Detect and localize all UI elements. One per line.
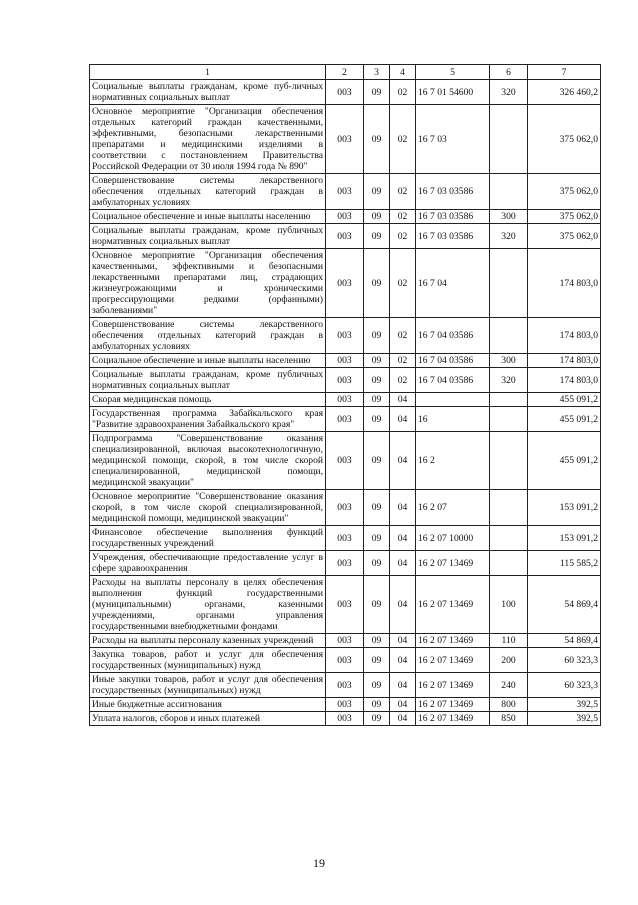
row-section: 09 bbox=[364, 551, 390, 576]
row-subsection: 02 bbox=[390, 80, 416, 105]
table-row bbox=[90, 712, 601, 726]
row-name: Государственная программа Забайкальского края "Развитие здравоохранения Забайкальского края" bbox=[90, 407, 326, 432]
row-subsection: 04 bbox=[390, 393, 416, 407]
row-section: 09 bbox=[364, 318, 390, 354]
row-amount: 153 091,2 bbox=[528, 526, 601, 551]
row-amount: 455 091,2 bbox=[528, 407, 601, 432]
row-adm-code: 003 bbox=[326, 174, 364, 210]
row-adm-code: 003 bbox=[326, 368, 364, 393]
table-row bbox=[90, 526, 601, 551]
row-adm-code: 003 bbox=[326, 210, 364, 224]
row-subsection: 02 bbox=[390, 210, 416, 224]
table-row bbox=[90, 368, 601, 393]
row-expense-type bbox=[490, 551, 528, 576]
table-row bbox=[90, 210, 601, 224]
row-amount: 174 803,0 bbox=[528, 249, 601, 318]
row-adm-code: 003 bbox=[326, 634, 364, 648]
row-name: Расходы на выплаты персоналу в целях обеспечения выполнения функций государственными (муниципальными) органами, казенными учреждениями, органами управления государственными внебюджетными фондами bbox=[90, 576, 326, 634]
row-section: 09 bbox=[364, 490, 390, 526]
table-row bbox=[90, 634, 601, 648]
row-subsection: 02 bbox=[390, 105, 416, 174]
row-section: 09 bbox=[364, 224, 390, 249]
row-expense-type: 100 bbox=[490, 576, 528, 634]
row-subsection: 02 bbox=[390, 249, 416, 318]
row-adm-code: 003 bbox=[326, 698, 364, 712]
row-subsection: 04 bbox=[390, 673, 416, 698]
row-name: Основное мероприятие "Организация обеспечения качественными, эффективными и безопасными лекарственными препаратами лиц, страдающих жизнеугрожающими и хроническими прогрессирующими редкими (орфанными) заболеваниями" bbox=[90, 249, 326, 318]
row-amount: 375 062,0 bbox=[528, 224, 601, 249]
row-name: Учреждения, обеспечивающие предоставление услуг в сфере здравоохранения bbox=[90, 551, 326, 576]
row-subsection: 02 bbox=[390, 368, 416, 393]
header-col-2: 2 bbox=[326, 65, 364, 80]
row-name: Социальные выплаты гражданам, кроме публичных нормативных социальных выплат bbox=[90, 368, 326, 393]
row-subsection: 04 bbox=[390, 576, 416, 634]
row-expense-type bbox=[490, 526, 528, 551]
row-subsection: 04 bbox=[390, 648, 416, 673]
row-target-item: 16 bbox=[416, 407, 490, 432]
row-name: Социальные выплаты гражданам, кроме пуб-личных нормативных социальных выплат bbox=[90, 80, 326, 105]
row-section: 09 bbox=[364, 576, 390, 634]
row-target-item: 16 2 07 13469 bbox=[416, 634, 490, 648]
table-row bbox=[90, 648, 601, 673]
row-expense-type: 200 bbox=[490, 648, 528, 673]
table-row bbox=[90, 174, 601, 210]
row-subsection: 02 bbox=[390, 174, 416, 210]
row-amount: 375 062,0 bbox=[528, 210, 601, 224]
row-adm-code: 003 bbox=[326, 712, 364, 726]
row-name: Основное мероприятие "Организация обеспечения отдельных категорий граждан качественными, эффективными, безопасными лекарственными препаратами и медицинскими изделиями в соответствии с постановлением Правительства Российской Федерации от 30 июля 1994 года № 890" bbox=[90, 105, 326, 174]
row-section: 09 bbox=[364, 648, 390, 673]
table-row bbox=[90, 673, 601, 698]
row-target-item bbox=[416, 393, 490, 407]
row-name: Совершенствование системы лекарственного обеспечения отдельных категорий граждан в амбулаторных условиях bbox=[90, 174, 326, 210]
row-target-item: 16 2 07 13469 bbox=[416, 698, 490, 712]
row-section: 09 bbox=[364, 174, 390, 210]
row-expense-type bbox=[490, 249, 528, 318]
row-expense-type: 240 bbox=[490, 673, 528, 698]
row-name: Подпрограмма "Совершенствование оказания специализированной, включая высокотехнологичную, медицинской помощи, скорой, в том числе скорой специализированной, медицинской помощи, медицинской эвакуации" bbox=[90, 432, 326, 490]
row-amount: 392,5 bbox=[528, 712, 601, 726]
table-row bbox=[90, 318, 601, 354]
row-subsection: 04 bbox=[390, 634, 416, 648]
row-expense-type: 110 bbox=[490, 634, 528, 648]
row-target-item: 16 2 07 10000 bbox=[416, 526, 490, 551]
row-name: Уплата налогов, сборов и иных платежей bbox=[90, 712, 326, 726]
row-target-item: 16 7 03 03586 bbox=[416, 174, 490, 210]
row-name: Основное мероприятие "Совершенствование оказания скорой, в том числе скорой специализированной, медицинской помощи, медицинской эвакуации" bbox=[90, 490, 326, 526]
row-section: 09 bbox=[364, 354, 390, 368]
row-amount: 326 460,2 bbox=[528, 80, 601, 105]
table-row bbox=[90, 354, 601, 368]
row-section: 09 bbox=[364, 249, 390, 318]
table-row bbox=[90, 407, 601, 432]
row-adm-code: 003 bbox=[326, 648, 364, 673]
header-col-7: 7 bbox=[528, 65, 601, 80]
table-row bbox=[90, 698, 601, 712]
table-row bbox=[90, 249, 601, 318]
row-adm-code: 003 bbox=[326, 354, 364, 368]
header-col-1: 1 bbox=[90, 65, 326, 80]
table-row bbox=[90, 551, 601, 576]
row-section: 09 bbox=[364, 80, 390, 105]
row-section: 09 bbox=[364, 698, 390, 712]
row-expense-type bbox=[490, 393, 528, 407]
row-section: 09 bbox=[364, 432, 390, 490]
row-subsection: 02 bbox=[390, 224, 416, 249]
row-target-item: 16 7 04 03586 bbox=[416, 368, 490, 393]
row-amount: 60 323,3 bbox=[528, 648, 601, 673]
page-number: 19 bbox=[313, 856, 325, 870]
row-adm-code: 003 bbox=[326, 80, 364, 105]
row-amount: 174 803,0 bbox=[528, 354, 601, 368]
row-subsection: 04 bbox=[390, 407, 416, 432]
row-expense-type: 320 bbox=[490, 368, 528, 393]
table-body bbox=[90, 80, 601, 726]
row-target-item: 16 7 03 03586 bbox=[416, 210, 490, 224]
row-amount: 54 869,4 bbox=[528, 576, 601, 634]
row-amount: 54 869,4 bbox=[528, 634, 601, 648]
table-row bbox=[90, 432, 601, 490]
row-section: 09 bbox=[364, 407, 390, 432]
row-expense-type: 320 bbox=[490, 224, 528, 249]
budget-table bbox=[89, 64, 601, 726]
row-section: 09 bbox=[364, 105, 390, 174]
row-amount: 60 323,3 bbox=[528, 673, 601, 698]
row-name: Скорая медицинская помощь bbox=[90, 393, 326, 407]
row-section: 09 bbox=[364, 634, 390, 648]
row-amount: 455 091,2 bbox=[528, 393, 601, 407]
row-amount: 174 803,0 bbox=[528, 318, 601, 354]
table-row bbox=[90, 490, 601, 526]
row-expense-type: 300 bbox=[490, 210, 528, 224]
row-section: 09 bbox=[364, 712, 390, 726]
row-adm-code: 003 bbox=[326, 432, 364, 490]
row-subsection: 02 bbox=[390, 354, 416, 368]
row-adm-code: 003 bbox=[326, 407, 364, 432]
row-name: Совершенствование системы лекарственного обеспечения отдельных категорий граждан в амбулаторных условиях bbox=[90, 318, 326, 354]
row-adm-code: 003 bbox=[326, 105, 364, 174]
row-expense-type bbox=[490, 105, 528, 174]
row-subsection: 02 bbox=[390, 318, 416, 354]
row-amount: 392,5 bbox=[528, 698, 601, 712]
row-adm-code: 003 bbox=[326, 224, 364, 249]
row-target-item: 16 7 04 bbox=[416, 249, 490, 318]
row-target-item: 16 2 07 13469 bbox=[416, 712, 490, 726]
table-row bbox=[90, 224, 601, 249]
row-amount: 455 091,2 bbox=[528, 432, 601, 490]
row-amount: 153 091,2 bbox=[528, 490, 601, 526]
row-target-item: 16 2 07 13469 bbox=[416, 576, 490, 634]
table-row bbox=[90, 80, 601, 105]
row-subsection: 04 bbox=[390, 712, 416, 726]
row-amount: 375 062,0 bbox=[528, 174, 601, 210]
row-section: 09 bbox=[364, 368, 390, 393]
row-target-item: 16 7 03 bbox=[416, 105, 490, 174]
row-target-item: 16 2 07 13469 bbox=[416, 648, 490, 673]
row-name: Иные бюджетные ассигнования bbox=[90, 698, 326, 712]
row-expense-type: 320 bbox=[490, 80, 528, 105]
row-expense-type: 300 bbox=[490, 354, 528, 368]
row-section: 09 bbox=[364, 526, 390, 551]
row-target-item: 16 7 01 54600 bbox=[416, 80, 490, 105]
row-expense-type bbox=[490, 174, 528, 210]
row-adm-code: 003 bbox=[326, 249, 364, 318]
row-target-item: 16 2 07 13469 bbox=[416, 551, 490, 576]
row-adm-code: 003 bbox=[326, 551, 364, 576]
table-row bbox=[90, 393, 601, 407]
row-amount: 375 062,0 bbox=[528, 105, 601, 174]
row-name: Закупка товаров, работ и услуг для обеспечения государственных (муниципальных) нужд bbox=[90, 648, 326, 673]
row-subsection: 04 bbox=[390, 551, 416, 576]
row-expense-type bbox=[490, 407, 528, 432]
row-adm-code: 003 bbox=[326, 673, 364, 698]
header-col-6: 6 bbox=[490, 65, 528, 80]
table-header-row bbox=[90, 65, 601, 80]
row-adm-code: 003 bbox=[326, 393, 364, 407]
row-subsection: 04 bbox=[390, 490, 416, 526]
header-col-4: 4 bbox=[390, 65, 416, 80]
row-target-item: 16 2 07 bbox=[416, 490, 490, 526]
row-name: Социальное обеспечение и иные выплаты населению bbox=[90, 210, 326, 224]
row-name: Социальное обеспечение и иные выплаты населению bbox=[90, 354, 326, 368]
row-name: Расходы на выплаты персоналу казенных учреждений bbox=[90, 634, 326, 648]
row-adm-code: 003 bbox=[326, 490, 364, 526]
row-expense-type: 800 bbox=[490, 698, 528, 712]
row-expense-type bbox=[490, 432, 528, 490]
row-section: 09 bbox=[364, 210, 390, 224]
row-target-item: 16 7 04 03586 bbox=[416, 318, 490, 354]
header-col-5: 5 bbox=[416, 65, 490, 80]
row-target-item: 16 2 07 13469 bbox=[416, 673, 490, 698]
row-target-item: 16 2 bbox=[416, 432, 490, 490]
row-amount: 174 803,0 bbox=[528, 368, 601, 393]
row-section: 09 bbox=[364, 393, 390, 407]
row-target-item: 16 7 04 03586 bbox=[416, 354, 490, 368]
row-expense-type bbox=[490, 490, 528, 526]
table-row bbox=[90, 576, 601, 634]
row-expense-type: 850 bbox=[490, 712, 528, 726]
row-adm-code: 003 bbox=[326, 576, 364, 634]
row-section: 09 bbox=[364, 673, 390, 698]
row-name: Иные закупки товаров, работ и услуг для обеспечения государственных (муниципальных) нужд bbox=[90, 673, 326, 698]
row-expense-type bbox=[490, 318, 528, 354]
header-col-3: 3 bbox=[364, 65, 390, 80]
row-target-item: 16 7 03 03586 bbox=[416, 224, 490, 249]
row-name: Социальные выплаты гражданам, кроме публичных нормативных социальных выплат bbox=[90, 224, 326, 249]
row-amount: 115 585,2 bbox=[528, 551, 601, 576]
row-adm-code: 003 bbox=[326, 318, 364, 354]
row-subsection: 04 bbox=[390, 698, 416, 712]
row-subsection: 04 bbox=[390, 432, 416, 490]
row-name: Финансовое обеспечение выполнения функций государственных учреждений bbox=[90, 526, 326, 551]
row-adm-code: 003 bbox=[326, 526, 364, 551]
row-subsection: 04 bbox=[390, 526, 416, 551]
table-row bbox=[90, 105, 601, 174]
